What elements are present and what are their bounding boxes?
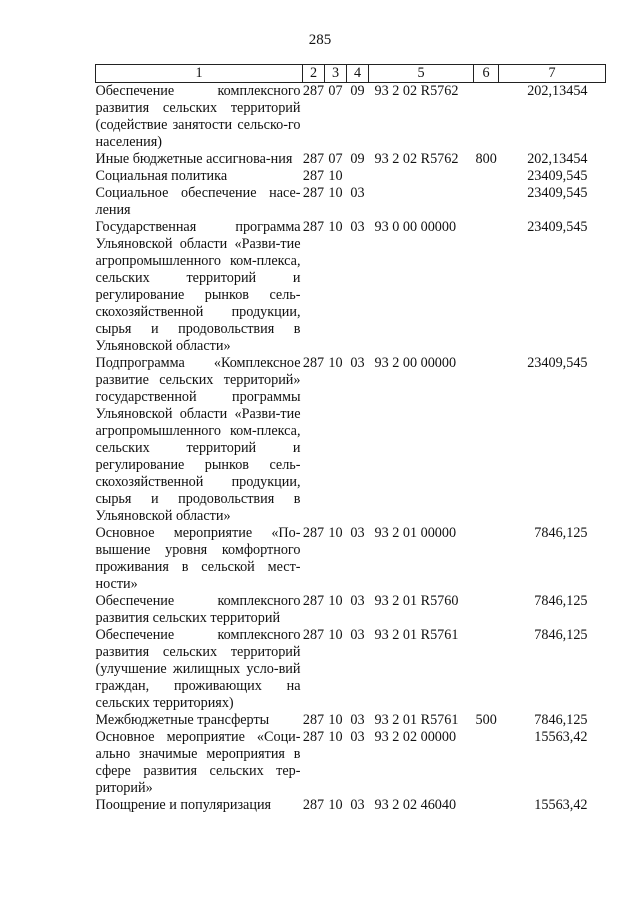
table-row — [96, 219, 606, 355]
row-amount: 23409,545 — [527, 168, 588, 184]
row-target-article: 93 2 00 00000 — [374, 355, 457, 371]
table-row — [96, 83, 606, 152]
row-section: 10 — [328, 797, 343, 813]
table-header-row — [96, 65, 606, 83]
row-section: 10 — [328, 712, 343, 728]
row-name: Обеспечение комплексного развития сельских территорий (улучшение жилищных усло-вий граждан, проживающих на сельских территориях) — [95, 627, 301, 711]
row-subsection: 03 — [350, 525, 365, 541]
table-row — [96, 627, 606, 712]
row-subsection: 09 — [350, 83, 365, 99]
row-admin-code: 287 — [302, 797, 325, 813]
table-row — [96, 151, 606, 168]
row-section: 10 — [328, 219, 343, 235]
row-expense-type — [474, 797, 499, 814]
row-expense-type — [474, 627, 499, 712]
row-name: Поощрение и популяризация — [95, 797, 272, 813]
row-name: Обеспечение комплексного развития сельских территорий — [95, 593, 301, 626]
row-section: 10 — [328, 168, 343, 184]
row-admin-code: 287 — [302, 168, 325, 184]
column-header-6: 6 — [474, 65, 499, 83]
row-admin-code: 287 — [302, 83, 325, 99]
row-expense-type — [474, 729, 499, 797]
row-admin-code: 287 — [302, 712, 325, 728]
row-expense-type — [474, 219, 499, 355]
row-admin-code: 287 — [302, 593, 325, 609]
row-target-article: 93 2 02 R5762 — [374, 151, 459, 167]
column-header-2: 2 — [303, 65, 325, 83]
table-row — [96, 355, 606, 525]
row-section: 10 — [328, 729, 343, 745]
row-amount: 23409,545 — [527, 355, 588, 371]
row-target-article: 93 0 00 00000 — [374, 219, 457, 235]
row-section: 10 — [328, 627, 343, 643]
row-target-article: 93 2 02 46040 — [374, 797, 457, 813]
row-admin-code: 287 — [302, 185, 325, 201]
row-amount: 23409,545 — [527, 219, 588, 235]
table-row — [96, 185, 606, 219]
table-row — [96, 729, 606, 797]
row-subsection: 03 — [350, 355, 365, 371]
row-target-article: 93 2 01 R5761 — [374, 712, 459, 728]
row-target-article — [369, 168, 474, 185]
row-subsection: 03 — [350, 627, 365, 643]
row-subsection: 03 — [350, 185, 365, 201]
row-amount: 202,13454 — [527, 151, 588, 167]
page-number: 285 — [308, 32, 332, 48]
row-name: Социальное обеспечение насе-ления — [95, 185, 301, 218]
row-amount: 7846,125 — [534, 712, 588, 728]
column-header-3: 3 — [325, 65, 347, 83]
table-row — [96, 168, 606, 185]
row-section: 10 — [328, 185, 343, 201]
row-subsection: 03 — [350, 593, 365, 609]
row-target-article: 93 2 01 00000 — [374, 525, 457, 541]
row-name: Социальная политика — [95, 168, 228, 184]
budget-table — [95, 64, 606, 814]
row-target-article: 93 2 02 R5762 — [374, 83, 459, 99]
row-expense-type — [474, 83, 499, 152]
row-name: Основное мероприятие «Соци-ально значимые мероприятия в сфере развития сельских тер-риторий» — [95, 729, 301, 796]
table-row — [96, 525, 606, 593]
row-amount: 23409,545 — [527, 185, 588, 201]
row-admin-code: 287 — [302, 355, 325, 371]
row-expense-type — [474, 185, 499, 219]
column-header-5: 5 — [369, 65, 474, 83]
row-name: Основное мероприятие «По-вышение уровня комфортного проживания в сельской мест-ности» — [95, 525, 301, 592]
row-amount: 15563,42 — [534, 729, 588, 745]
row-admin-code: 287 — [302, 729, 325, 745]
row-name: Межбюджетные трансферты — [95, 712, 270, 728]
row-subsection — [347, 168, 369, 185]
table-row — [96, 712, 606, 729]
row-target-article: 93 2 01 R5761 — [374, 627, 459, 643]
row-amount: 202,13454 — [527, 83, 588, 99]
row-amount: 7846,125 — [534, 627, 588, 643]
row-admin-code: 287 — [302, 525, 325, 541]
row-admin-code: 287 — [302, 627, 325, 643]
row-expense-type — [474, 593, 499, 627]
row-expense-type — [474, 168, 499, 185]
row-name: Государственная программа Ульяновской области «Разви-тие агропромышленного ком-плекса, сельских территорий и регулирование рынков сель-скохозяйственной продукции, сырья и продовольствия в Ульяновской области» — [95, 219, 301, 354]
row-subsection: 03 — [350, 219, 365, 235]
row-amount: 15563,42 — [534, 797, 588, 813]
row-target-article — [369, 185, 474, 219]
row-name: Иные бюджетные ассигнова-ния — [95, 151, 293, 167]
row-subsection: 03 — [350, 797, 365, 813]
row-expense-type — [474, 525, 499, 593]
table-row — [96, 593, 606, 627]
row-subsection: 03 — [350, 729, 365, 745]
column-header-1: 1 — [96, 65, 303, 83]
row-subsection: 03 — [350, 712, 365, 728]
column-header-7: 7 — [499, 65, 606, 83]
row-section: 10 — [328, 593, 343, 609]
row-section: 10 — [328, 355, 343, 371]
row-admin-code: 287 — [302, 151, 325, 167]
row-expense-type: 500 — [475, 712, 497, 728]
row-section: 10 — [328, 525, 343, 541]
row-section: 07 — [328, 151, 343, 167]
column-header-4: 4 — [347, 65, 369, 83]
row-admin-code: 287 — [302, 219, 325, 235]
table-row — [96, 797, 606, 814]
row-section: 07 — [328, 83, 343, 99]
row-target-article: 93 2 01 R5760 — [374, 593, 459, 609]
row-name: Обеспечение комплексного развития сельских территорий (содействие занятости сельско-го населения) — [95, 83, 301, 150]
row-expense-type: 800 — [475, 151, 497, 167]
row-amount: 7846,125 — [534, 593, 588, 609]
row-subsection: 09 — [350, 151, 365, 167]
row-name: Подпрограмма «Комплексное развитие сельских территорий» государственной программы Ульяновской области «Разви-тие агропромышленного ком-плекса, сельских территорий и регулирование рынков сель-скохозяйственной продукции, сырья и продовольствия в Ульяновской области» — [95, 355, 301, 524]
row-target-article: 93 2 02 00000 — [374, 729, 457, 745]
row-expense-type — [474, 355, 499, 525]
row-amount: 7846,125 — [534, 525, 588, 541]
